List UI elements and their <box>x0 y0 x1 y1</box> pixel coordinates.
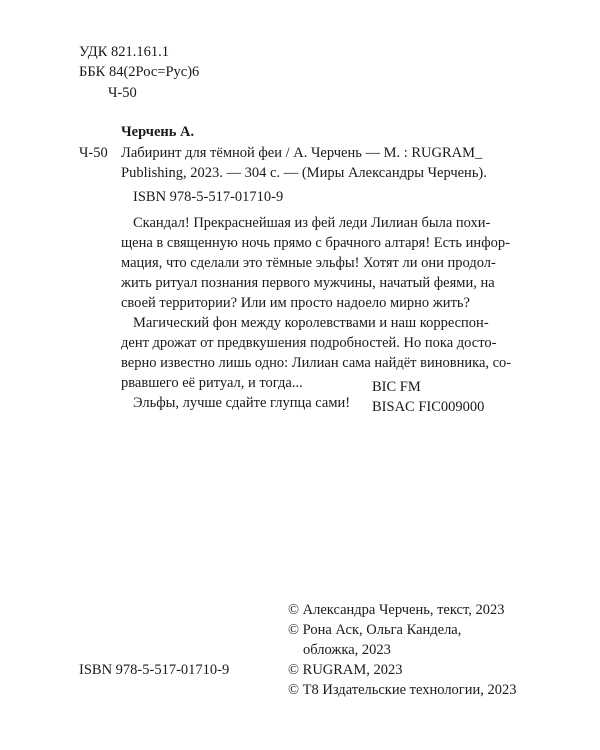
bib-description-line-2: Publishing, 2023. — 304 с. — (Миры Александры Черчень). <box>121 165 487 181</box>
copyright-block <box>288 600 517 700</box>
bbk-code: ББК 84(2Рос=Рус)6 <box>79 64 200 80</box>
bic-code: BIC FM <box>372 379 421 395</box>
author-mark-top: Ч-50 <box>108 85 137 101</box>
bisac-code: BISAC FIC009000 <box>372 399 485 415</box>
annotation-line: верно известно лишь одно: Лилиан сама найдёт виновника, со- <box>121 355 512 371</box>
bib-description-line-1: Лабиринт для тёмной феи / А. Черчень — М. : RUGRAM_ <box>121 145 483 161</box>
copyright-line: © Александра Черчень, текст, 2023 <box>288 602 505 618</box>
annotation-line: Скандал! Прекраснейшая из фей леди Лилиан была похи- <box>133 215 491 231</box>
annotation <box>121 213 511 413</box>
annotation-line: дент дрожат от предвкушения подробностей. Но пока досто- <box>121 335 497 351</box>
copyright-line: © RUGRAM, 2023 <box>288 662 403 678</box>
isbn-record: ISBN 978-5-517-01710-9 <box>133 189 284 205</box>
author-heading: Черчень А. <box>121 124 195 140</box>
copyright-line: обложка, 2023 <box>303 642 391 658</box>
annotation-line: Магический фон между королевствами и наш корреспон- <box>133 315 489 331</box>
copyright-line: © Рона Аск, Ольга Кандела, <box>288 622 462 638</box>
copyright-line: © Т8 Издательские технологии, 2023 <box>288 682 517 698</box>
udk-code: УДК 821.161.1 <box>79 44 169 60</box>
author-mark: Ч-50 <box>79 145 108 161</box>
annotation-line: рвавшего её ритуал, и тогда... <box>121 375 303 391</box>
annotation-line: своей территории? Или им просто надоело мирно жить? <box>121 295 470 311</box>
annotation-line: жить ритуал познания первого мужчины, начатый феями, на <box>121 275 495 291</box>
annotation-line: мация, что сделали это тёмные эльфы! Хотят ли они продол- <box>121 255 496 271</box>
isbn-footer: ISBN 978-5-517-01710-9 <box>79 662 230 678</box>
annotation-line: щена в священную ночь прямо с брачного алтаря! Есть инфор- <box>121 235 510 251</box>
annotation-line: Эльфы, лучше сдайте глупца сами! <box>133 395 351 411</box>
